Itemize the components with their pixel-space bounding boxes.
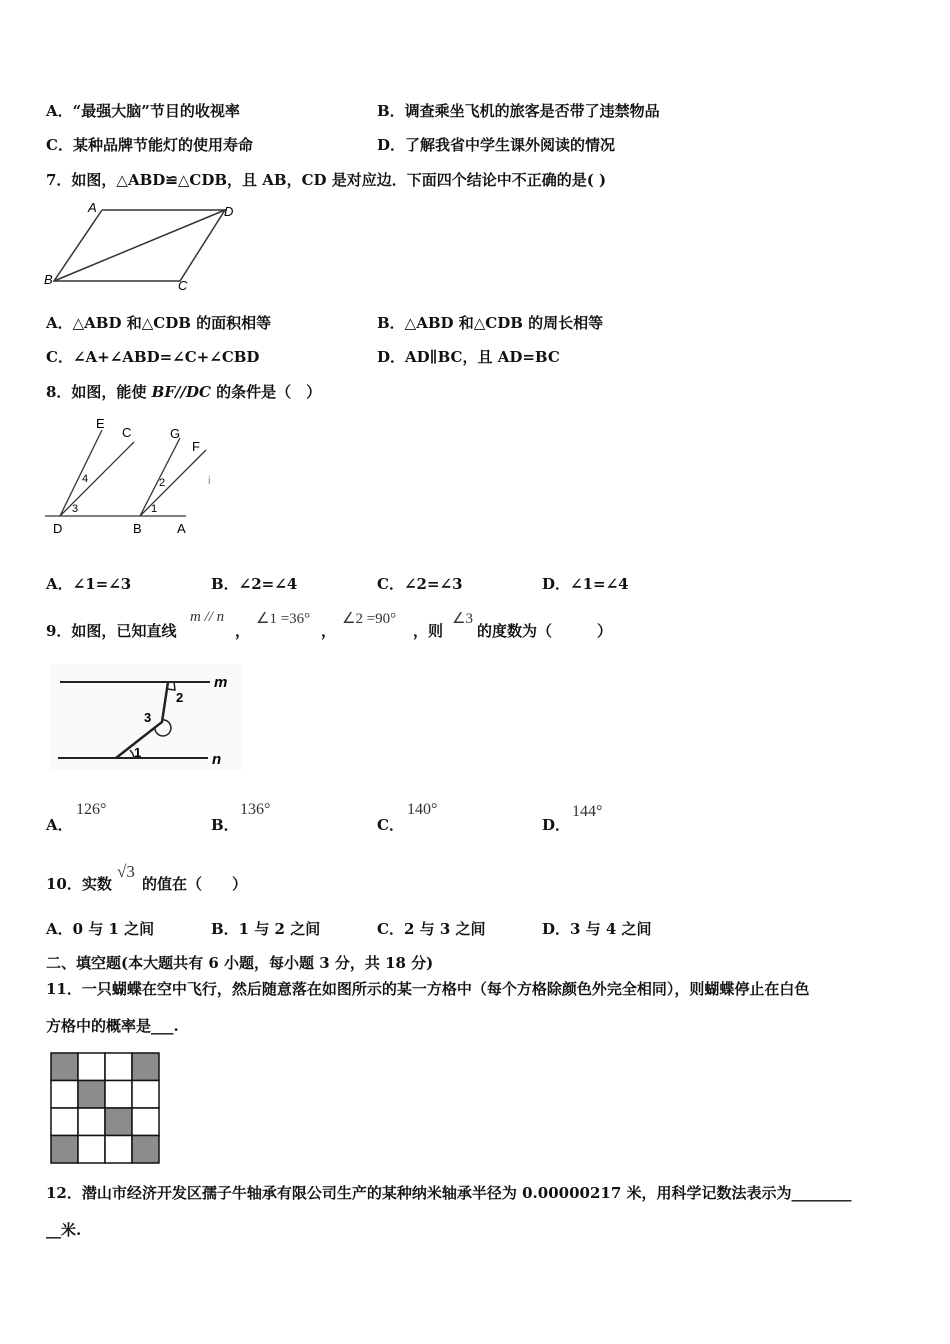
- grid-cell-gray: [51, 1053, 78, 1081]
- q9-sep-2: ，: [321, 622, 337, 640]
- q8-label-i: i: [208, 475, 211, 487]
- q9-option-c-value: 140°: [407, 801, 438, 818]
- q6-option-a: A．“最强大脑”节目的收视率: [46, 102, 240, 120]
- q9-sep-1: ，: [235, 622, 251, 640]
- q8-label-e: E: [96, 416, 105, 431]
- grid-cell-white: [105, 1081, 132, 1109]
- q6-option-c: C．某种品牌节能灯的使用寿命: [46, 136, 253, 154]
- q9-option-b-value: 136°: [240, 801, 271, 818]
- q9-math-parallel: m // n: [190, 609, 225, 625]
- q9-math-angle1: ∠1 =36°: [256, 611, 311, 627]
- q7-label-c: C: [178, 278, 188, 293]
- q11-grid-figure: [50, 1052, 162, 1166]
- q9-math-angle3: ∠3: [452, 611, 473, 627]
- section-2-heading: 二、填空题(本大题共有 6 小题，每小题 3 分，共 18 分): [46, 954, 434, 972]
- q7-option-c: C．∠A+∠ABD=∠C+∠CBD: [46, 348, 260, 366]
- q8-label-1: 1: [151, 503, 158, 515]
- q9-sep-3: ，则: [413, 622, 444, 640]
- q7-stem: 7．如图，△ABD≌△CDB，且 AB，CD 是对应边．下面四个结论中不正确的是( ): [46, 171, 607, 189]
- q10-option-b: B．1 与 2 之间: [211, 920, 321, 938]
- q8-angles-figure: [40, 412, 230, 542]
- q8-option-b: B．∠2=∠4: [211, 575, 298, 593]
- q10-option-c: C．2 与 3 之间: [377, 920, 486, 938]
- q6-option-d: D．了解我省中学生课外阅读的情况: [377, 136, 616, 154]
- q6-option-b: B．调查乘坐飞机的旅客是否带了违禁物品: [377, 102, 660, 120]
- q10-option-a: A．0 与 1 之间: [46, 920, 155, 938]
- q8-option-c: C．∠2=∠3: [377, 575, 463, 593]
- q11-line-2: 方格中的概率是___.: [46, 1017, 179, 1035]
- q7-label-d: D: [224, 204, 234, 219]
- grid-cell-gray: [132, 1053, 159, 1081]
- q8-option-a: A．∠1=∠3: [46, 575, 132, 593]
- grid-cell-gray: [105, 1108, 132, 1136]
- grid-cell-white: [105, 1053, 132, 1081]
- q9-label-1: 1: [134, 745, 142, 760]
- q10-stem-pre: 10．实数: [46, 875, 112, 893]
- grid-cell-white: [78, 1108, 105, 1136]
- q9-option-d-label: D．: [542, 816, 571, 834]
- grid-cell-white: [132, 1108, 159, 1136]
- grid-cell-white: [105, 1136, 132, 1164]
- q12-line-1: 12．潜山市经济开发区孺子牛轴承有限公司生产的某种纳米轴承半径为 0.00000217 米，用科学记数法表示为________: [46, 1184, 852, 1202]
- grid-cell-white: [78, 1136, 105, 1164]
- q9-option-b-label: B．: [211, 816, 239, 834]
- q8-label-4: 4: [82, 473, 89, 485]
- q8-stem-math: BF//DC: [151, 383, 211, 401]
- q9-option-a-label: A．: [46, 816, 73, 834]
- q12-line-2: __米.: [46, 1221, 82, 1239]
- q9-stem-post: 的度数为（ ）: [477, 622, 613, 640]
- grid-cell-gray: [51, 1136, 78, 1164]
- q7-label-a: A: [88, 200, 97, 215]
- q8-label-a: A: [177, 521, 186, 536]
- grid-cell-gray: [78, 1081, 105, 1109]
- q7-option-d: D．AD∥BC，且 AD=BC: [377, 348, 560, 366]
- q10-stem-post: 的值在（ ）: [142, 875, 248, 893]
- q8-label-f: F: [192, 439, 200, 454]
- grid-cell-white: [78, 1053, 105, 1081]
- grid-cell-white: [132, 1081, 159, 1109]
- q9-parallel-lines-figure: [50, 664, 250, 774]
- q9-option-d-value: 144°: [572, 803, 603, 820]
- q8-stem: 8．如图，能使 BF//DC 的条件是（ ）: [46, 383, 322, 401]
- q8-label-2: 2: [159, 477, 166, 489]
- q8-label-b: B: [133, 521, 142, 536]
- q9-option-c-label: C．: [377, 816, 404, 834]
- q9-label-m: m: [214, 674, 228, 691]
- q9-label-n: n: [212, 751, 222, 768]
- grid-cell-white: [51, 1081, 78, 1109]
- q10-option-d: D．3 与 4 之间: [542, 920, 652, 938]
- q9-label-2: 2: [176, 690, 184, 705]
- q8-label-3: 3: [72, 503, 79, 515]
- q8-label-c: C: [122, 425, 132, 440]
- q9-stem-pre: 9．如图，已知直线: [46, 622, 177, 640]
- q7-option-a: A．△ABD 和△CDB 的面积相等: [46, 314, 272, 332]
- q9-math-angle2: ∠2 =90°: [342, 611, 397, 627]
- q7-label-b: B: [44, 272, 53, 287]
- q8-option-d: D．∠1=∠4: [542, 575, 629, 593]
- q9-option-a-value: 126°: [76, 801, 107, 818]
- q7-option-b: B．△ABD 和△CDB 的周长相等: [377, 314, 604, 332]
- q11-line-1: 11．一只蝴蝶在空中飞行，然后随意落在如图所示的某一方格中（每个方格除颜色外完全相同），则蝴蝶停止在白色: [46, 980, 810, 998]
- grid-cell-white: [51, 1108, 78, 1136]
- q10-radical: √3: [117, 862, 135, 881]
- q9-label-3: 3: [144, 710, 152, 725]
- q8-label-g: G: [170, 426, 181, 441]
- q8-label-d: D: [53, 521, 63, 536]
- q7-parallelogram-figure: [40, 198, 250, 294]
- grid-cell-gray: [132, 1136, 159, 1164]
